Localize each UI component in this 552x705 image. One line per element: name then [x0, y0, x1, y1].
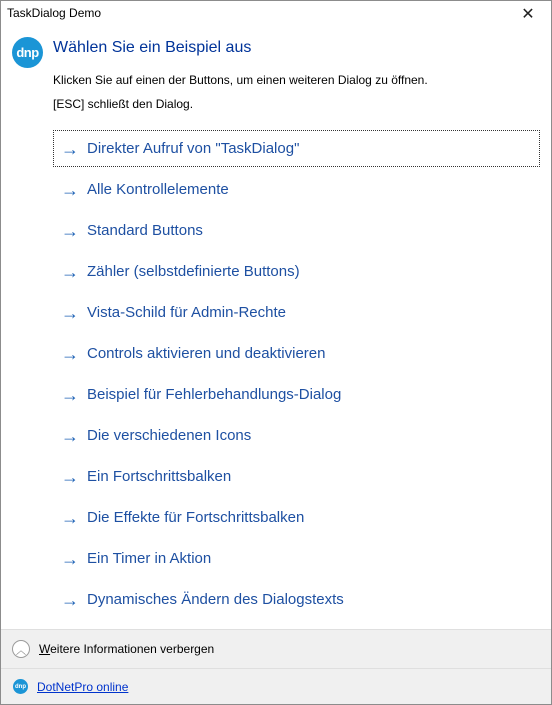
title-bar[interactable] [1, 1, 551, 27]
arrow-right-icon: → [61, 466, 79, 487]
dnp-logo-icon: dnp [12, 37, 43, 68]
command-link-all-controls[interactable] [53, 171, 540, 208]
arrow-right-icon: → [61, 507, 79, 528]
command-link-progress-effects[interactable] [53, 499, 540, 536]
arrow-right-icon: → [61, 138, 79, 159]
command-link-controls-toggle[interactable] [53, 335, 540, 372]
arrow-right-icon: → [61, 548, 79, 569]
command-link-label: Ein Fortschrittsbalken [87, 468, 232, 485]
command-link-label: Direkter Aufruf von "TaskDialog" [87, 140, 300, 157]
command-link-counter[interactable] [53, 253, 540, 290]
dotnetpro-online-link[interactable]: DotNetPro online [37, 680, 129, 694]
command-link-vista-shield[interactable] [53, 294, 540, 331]
command-link-progress-bar[interactable] [53, 458, 540, 495]
arrow-right-icon: → [61, 179, 79, 200]
command-link-label: Beispiel für Fehlerbehandlungs-Dialog [87, 386, 342, 403]
expander-toggle-button[interactable] [12, 640, 30, 658]
window-title: TaskDialog Demo [7, 6, 102, 20]
command-link-label: Vista-Schild für Admin-Rechte [87, 304, 286, 321]
content-text-line2: [ESC] schließt den Dialog. [53, 97, 194, 111]
expander-label[interactable] [39, 642, 214, 656]
arrow-right-icon: → [61, 589, 79, 610]
arrow-right-icon: → [61, 343, 79, 364]
content-text-line1: Klicken Sie auf einen der Buttons, um einen weiteren Dialog zu öffnen. [53, 73, 428, 87]
command-link-label: Standard Buttons [87, 222, 203, 239]
close-button[interactable] [505, 1, 551, 27]
arrow-right-icon: → [61, 261, 79, 282]
command-link-list [53, 130, 540, 622]
command-link-label: Alle Kontrollelemente [87, 181, 229, 198]
command-link-label: Zähler (selbstdefinierte Buttons) [87, 263, 300, 280]
arrow-right-icon: → [61, 384, 79, 405]
command-link-error-dialog[interactable] [53, 376, 540, 413]
command-link-label: Ein Timer in Aktion [87, 550, 212, 567]
command-link-timer[interactable] [53, 540, 540, 577]
dnp-logo-small-icon: dnp [13, 679, 28, 694]
chevron-up-icon: ︿ [16, 645, 26, 657]
command-link-label: Controls aktivieren und deaktivieren [87, 345, 326, 362]
arrow-right-icon: → [61, 302, 79, 323]
command-link-icons[interactable] [53, 417, 540, 454]
arrow-right-icon: → [61, 425, 79, 446]
close-icon: ✕ [521, 6, 535, 23]
expander-area [1, 629, 551, 669]
footer-area [1, 668, 551, 705]
command-link-dynamic-text[interactable] [53, 581, 540, 618]
expander-label-accesskey: W [39, 642, 51, 656]
command-link-label: Dynamisches Ändern des Dialogstexts [87, 591, 344, 608]
command-link-standard-buttons[interactable] [53, 212, 540, 249]
arrow-right-icon: → [61, 220, 79, 241]
expander-label-text: eitere Informationen verbergen [50, 642, 215, 656]
command-link-label: Die verschiedenen Icons [87, 427, 252, 444]
command-link-direct-call[interactable] [53, 130, 540, 167]
main-instruction: Wählen Sie ein Beispiel aus [53, 39, 252, 56]
command-link-label: Die Effekte für Fortschrittsbalken [87, 509, 305, 526]
dialog-content [1, 27, 551, 629]
